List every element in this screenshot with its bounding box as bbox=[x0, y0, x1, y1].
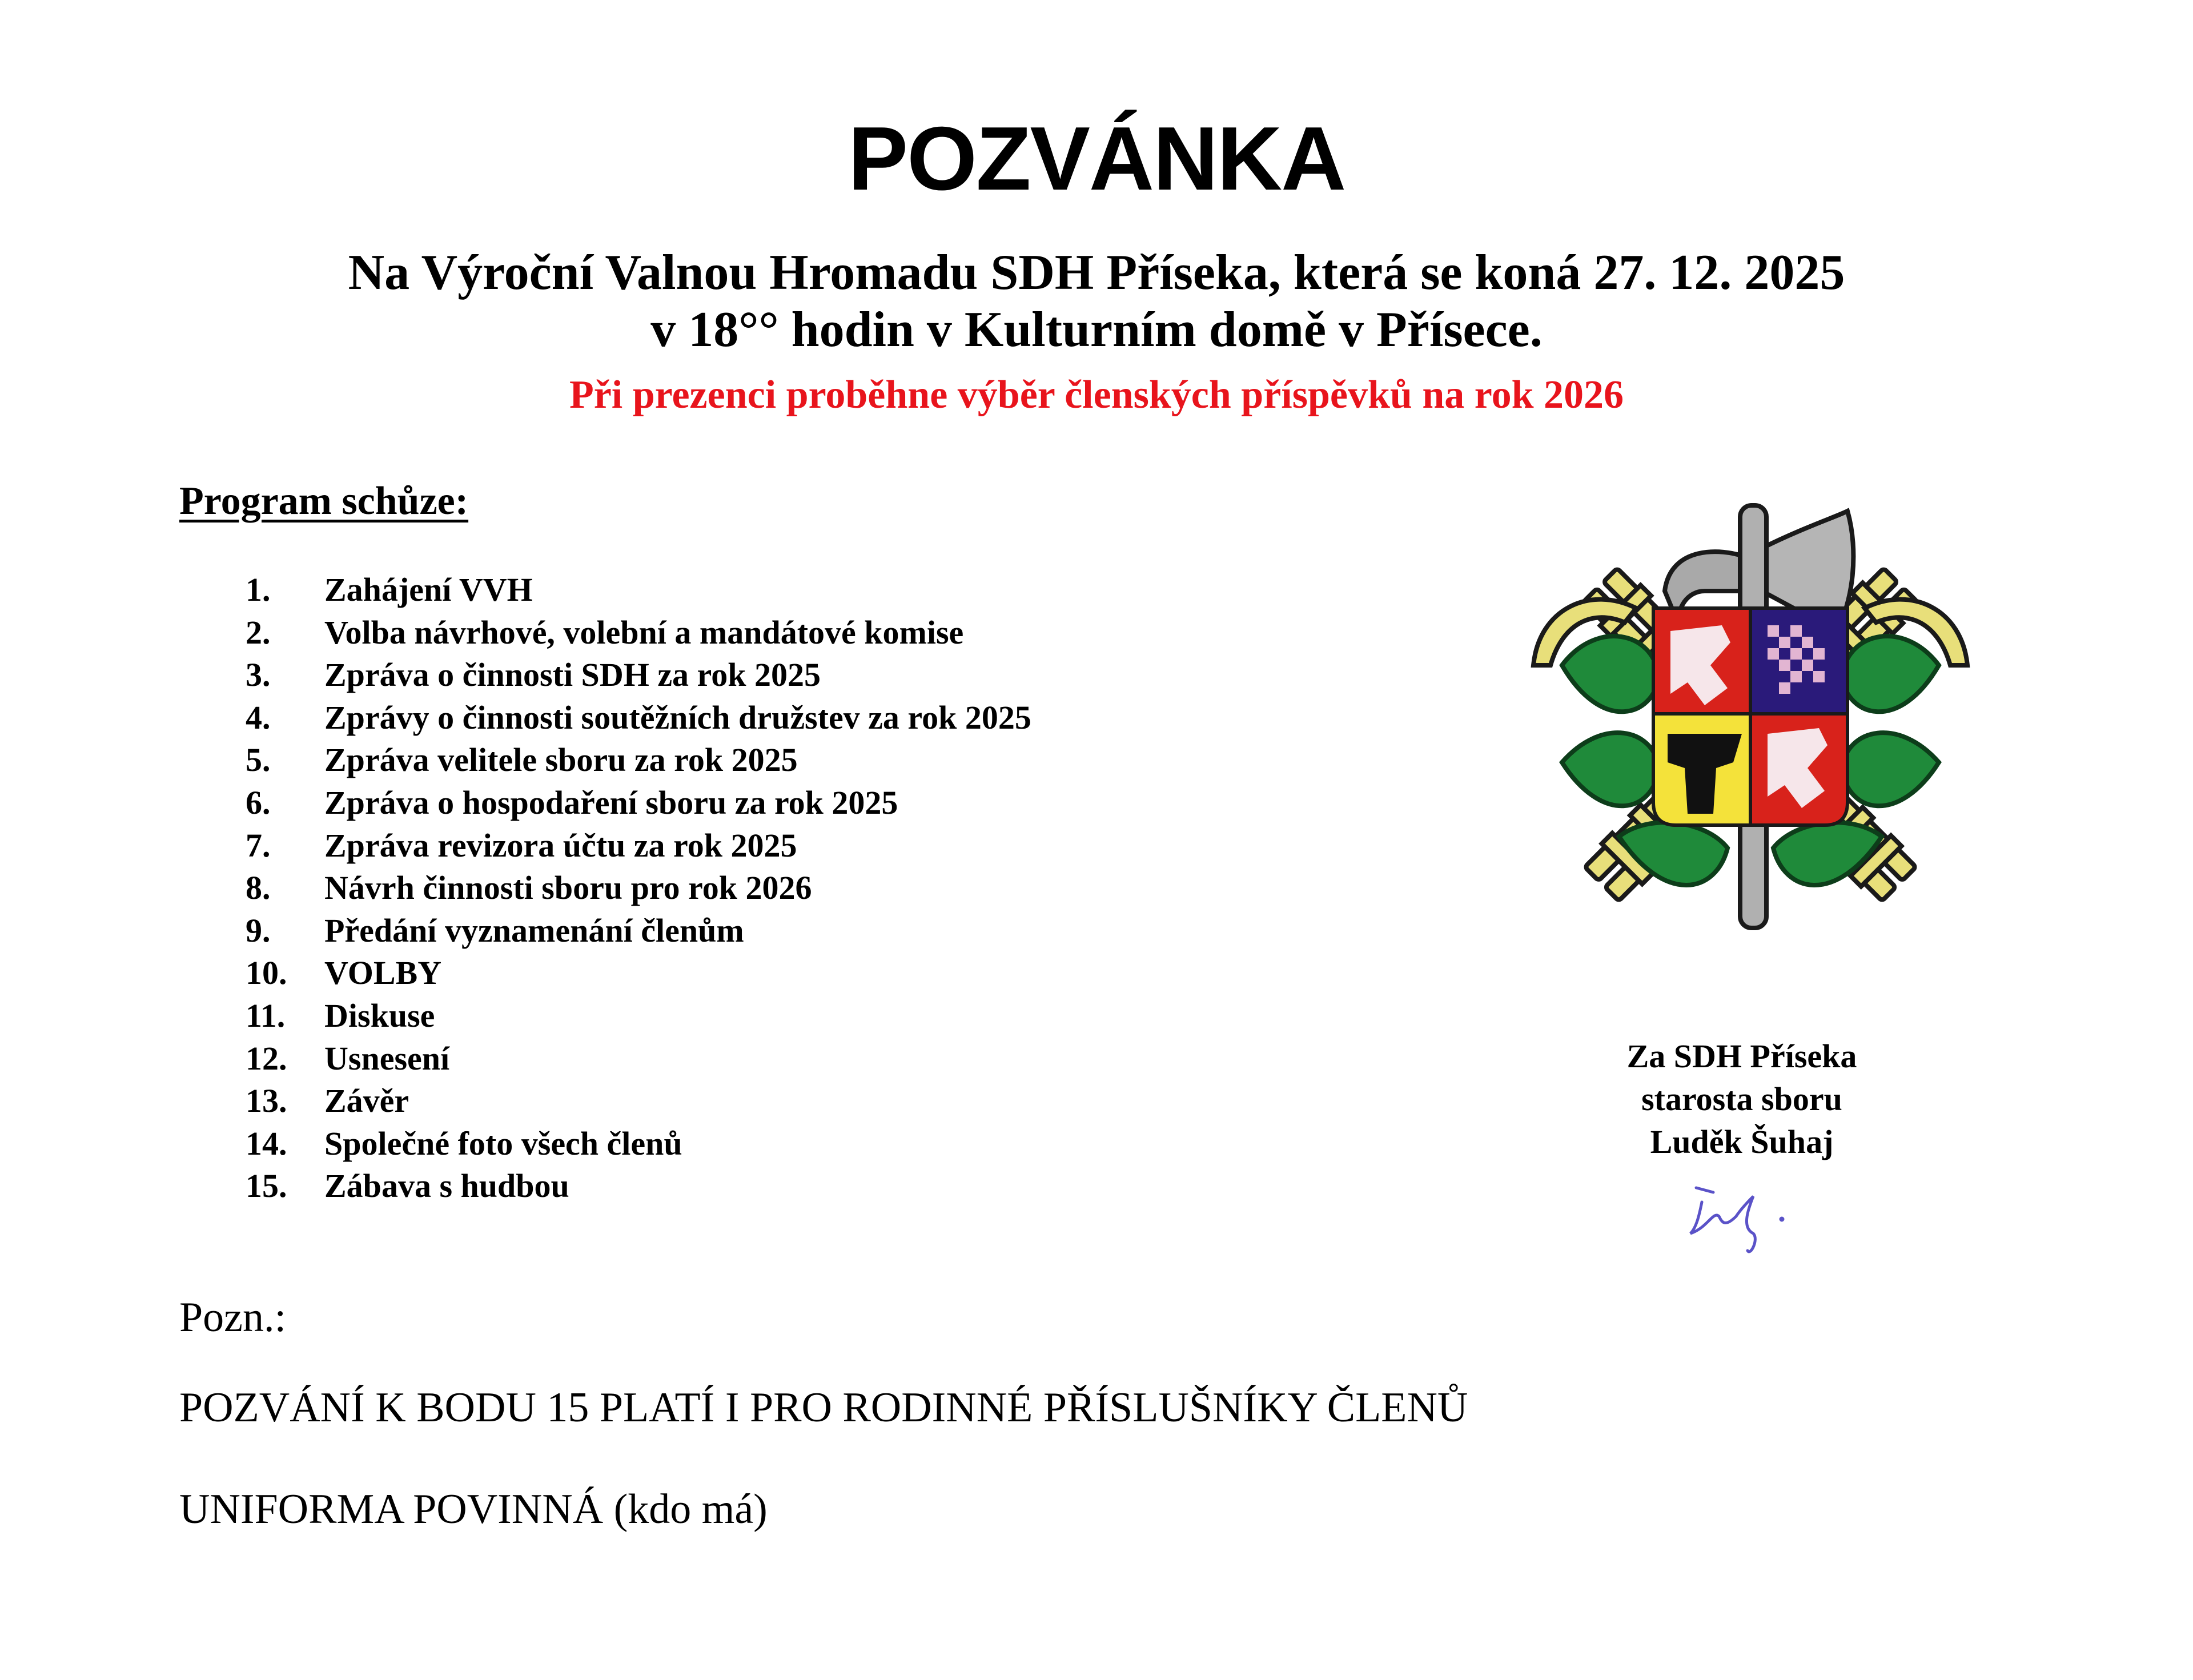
agenda-item bbox=[246, 1038, 1031, 1080]
agenda-item-text: Zprávy o činnosti soutěžních družstev za rok 2025 bbox=[324, 698, 1031, 736]
firefighters-emblem-icon bbox=[1516, 494, 1985, 951]
agenda-item-text: Zpráva o činnosti SDH za rok 2025 bbox=[324, 656, 821, 694]
agenda-item bbox=[246, 782, 1031, 825]
agenda-item-number: 13. bbox=[246, 1082, 287, 1120]
agenda-item bbox=[246, 825, 1031, 867]
agenda-item-number: 11. bbox=[246, 996, 286, 1034]
agenda-item-number: 12. bbox=[246, 1039, 287, 1077]
agenda-item-number: 2. bbox=[246, 613, 271, 651]
agenda-item-text: Závěr bbox=[324, 1082, 409, 1120]
agenda-item bbox=[246, 612, 1031, 654]
agenda-item bbox=[246, 910, 1031, 952]
agenda-item bbox=[246, 697, 1031, 739]
signature-block bbox=[1571, 1035, 1913, 1163]
page-title: POZVÁNKA bbox=[848, 108, 1345, 209]
agenda-item-text: Diskuse bbox=[324, 996, 435, 1034]
agenda-item bbox=[246, 1080, 1031, 1123]
agenda-item bbox=[246, 569, 1031, 612]
agenda-item-text: Předání vyznamenání členům bbox=[324, 911, 744, 949]
agenda-item bbox=[246, 995, 1031, 1038]
agenda-item-number: 4. bbox=[246, 698, 271, 736]
agenda-item bbox=[246, 952, 1031, 995]
notes-label: Pozn.: bbox=[179, 1294, 287, 1341]
agenda-item bbox=[246, 1123, 1031, 1165]
agenda-item-text: Zpráva o hospodaření sboru za rok 2025 bbox=[324, 783, 898, 821]
agenda-list bbox=[246, 569, 1031, 1208]
agenda-item-text: VOLBY bbox=[324, 954, 442, 992]
agenda-item-text: Zpráva revizora účtu za rok 2025 bbox=[324, 826, 797, 864]
handwritten-signature-icon bbox=[1673, 1176, 1810, 1262]
program-heading: Program schůze: bbox=[179, 479, 469, 523]
agenda-item-text: Společné foto všech členů bbox=[324, 1124, 682, 1162]
agenda-item-text: Zpráva velitele sboru za rok 2025 bbox=[324, 741, 798, 779]
agenda-item-text: Návrh činnosti sboru pro rok 2026 bbox=[324, 869, 812, 907]
agenda-item-number: 14. bbox=[246, 1124, 287, 1162]
agenda-item-number: 3. bbox=[246, 656, 271, 694]
signature-name: Luděk Šuhaj bbox=[1650, 1123, 1834, 1160]
agenda-item-text: Volba návrhové, volební a mandátové komise bbox=[324, 613, 964, 651]
agenda-item bbox=[246, 1165, 1031, 1208]
agenda-item-number: 7. bbox=[246, 826, 271, 864]
event-description-line-1: Na Výroční Valnou Hromadu SDH Příseka, která se koná 27. 12. 2025 bbox=[348, 245, 1845, 300]
agenda-item bbox=[246, 654, 1031, 697]
note-uniform-required: UNIFORMA POVINNÁ (kdo má) bbox=[179, 1486, 768, 1533]
agenda-item-text: Usnesení bbox=[324, 1039, 450, 1077]
membership-fee-notice: Při prezenci proběhne výběr členských příspěvků na rok 2026 bbox=[569, 373, 1624, 417]
agenda-item-number: 10. bbox=[246, 954, 287, 992]
agenda-item-number: 15. bbox=[246, 1167, 287, 1205]
agenda-item-number: 5. bbox=[246, 741, 271, 779]
agenda-item-text: Zábava s hudbou bbox=[324, 1167, 569, 1205]
agenda-item-number: 9. bbox=[246, 911, 271, 949]
signature-role: starosta sboru bbox=[1641, 1080, 1842, 1118]
agenda-item-number: 8. bbox=[246, 869, 271, 907]
signature-org: Za SDH Příseka bbox=[1626, 1038, 1857, 1075]
agenda-item-number: 1. bbox=[246, 571, 271, 608]
note-family-invitation: POZVÁNÍ K BODU 15 PLATÍ I PRO RODINNÉ PŘÍSLUŠNÍKY ČLENŮ bbox=[179, 1384, 1468, 1431]
event-description-line-2: v 18°° hodin v Kulturním domě v Přísece. bbox=[650, 302, 1543, 357]
agenda-item-number: 6. bbox=[246, 783, 271, 821]
agenda-item-text: Zahájení VVH bbox=[324, 571, 533, 608]
agenda-item bbox=[246, 739, 1031, 782]
agenda-item bbox=[246, 867, 1031, 910]
